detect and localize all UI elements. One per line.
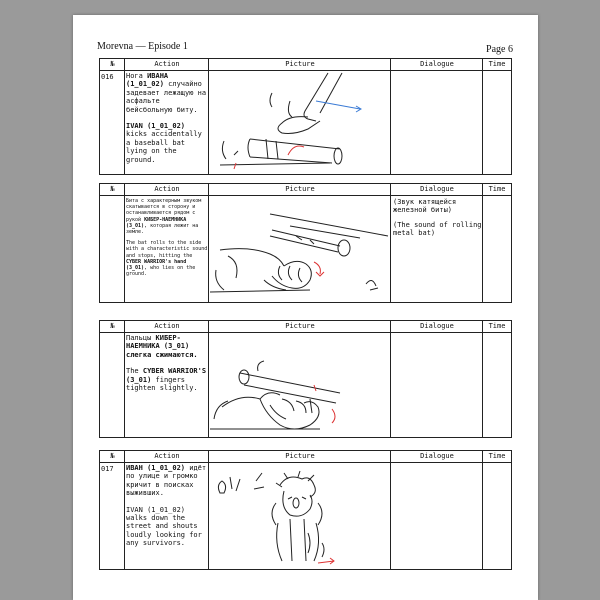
- dialogue-text: [393, 334, 483, 340]
- panel-number: 016: [101, 73, 114, 81]
- hand-gripping-bat-sketch-icon: [210, 333, 392, 437]
- header-time: Time: [488, 60, 506, 68]
- action-text: [126, 72, 208, 172]
- header-time: Time: [488, 322, 506, 330]
- panel-header: [100, 321, 511, 333]
- panel-number: 017: [101, 465, 114, 473]
- panel-header: [100, 59, 511, 71]
- storyboard-panel-1: [99, 58, 512, 175]
- panel-header: [100, 184, 511, 196]
- header-num: №: [110, 60, 115, 68]
- ivan-shouting-sketch-icon: [210, 463, 392, 569]
- action-ru: ИВАН (1_01_02) идёт по улице и громко кричит в поисках выживших.: [126, 464, 207, 498]
- dialogue-text: [393, 464, 483, 470]
- panel-header: [100, 451, 511, 463]
- storyboard-panel-4: [99, 450, 512, 570]
- kicking-foot-bat-sketch-icon: [210, 71, 392, 175]
- header-action: Action: [154, 452, 180, 460]
- header-picture: Picture: [285, 322, 315, 330]
- action-text: [126, 464, 208, 556]
- header-num: №: [110, 452, 115, 460]
- header-time: Time: [488, 452, 506, 460]
- header-action: Action: [154, 322, 180, 330]
- dialogue-ru: (Звук катящейся железной биты): [393, 198, 457, 215]
- header-dialogue: Dialogue: [420, 322, 454, 330]
- dialogue-text: [393, 72, 483, 78]
- action-en: The bat rolls to the side with a characteristic sound and stops, hitting the CYBER WARRIOR's hand (3_01), who lies on the ground.: [126, 240, 208, 278]
- storyboard-panel-2: [99, 183, 512, 303]
- action-en: IVAN (1_01_02) walks down the street and shouts loudly looking for any survivors.: [126, 505, 202, 548]
- action-en: The CYBER WARRIOR'S (3_01) fingers tighten slightly.: [126, 367, 207, 393]
- action-en: IVAN (1_01_02) kicks accidentally a baseball bat lying on the ground.: [126, 122, 202, 164]
- document-title: Morevna — Episode 1: [97, 41, 188, 52]
- header-dialogue: Dialogue: [420, 185, 454, 193]
- header-picture: Picture: [285, 60, 315, 68]
- action-ru: Нога ИВАНА (1_01_02) случайно задевает лежащую на асфальте бейсбольную биту.: [126, 72, 207, 114]
- dialogue-text: [393, 198, 483, 244]
- page-number: Page 6: [486, 44, 513, 55]
- action-ru: Бита с характерным звуком скатывается в сторону и останавливается рядом с рукой КИБЕР-НАЕМНИКА (3_01), которая лежит на земле.: [126, 198, 202, 236]
- header-dialogue: Dialogue: [420, 60, 454, 68]
- action-ru: Пальцы КИБЕР-НАЕМНИКА (3_01) слегка сжимаются.: [126, 334, 198, 359]
- header-picture: Picture: [285, 185, 315, 193]
- header-num: №: [110, 185, 115, 193]
- dialogue-en: (The sound of rolling metal bat): [393, 220, 482, 238]
- header-time: Time: [488, 185, 506, 193]
- header-action: Action: [154, 185, 180, 193]
- header-action: Action: [154, 60, 180, 68]
- action-text: [126, 334, 208, 400]
- header-num: №: [110, 322, 115, 330]
- storyboard-panel-3: [99, 320, 512, 438]
- header-dialogue: Dialogue: [420, 452, 454, 460]
- action-text: [126, 198, 208, 282]
- bat-rolling-to-hand-sketch-icon: [210, 196, 392, 302]
- header-picture: Picture: [285, 452, 315, 460]
- document-page: [73, 15, 538, 600]
